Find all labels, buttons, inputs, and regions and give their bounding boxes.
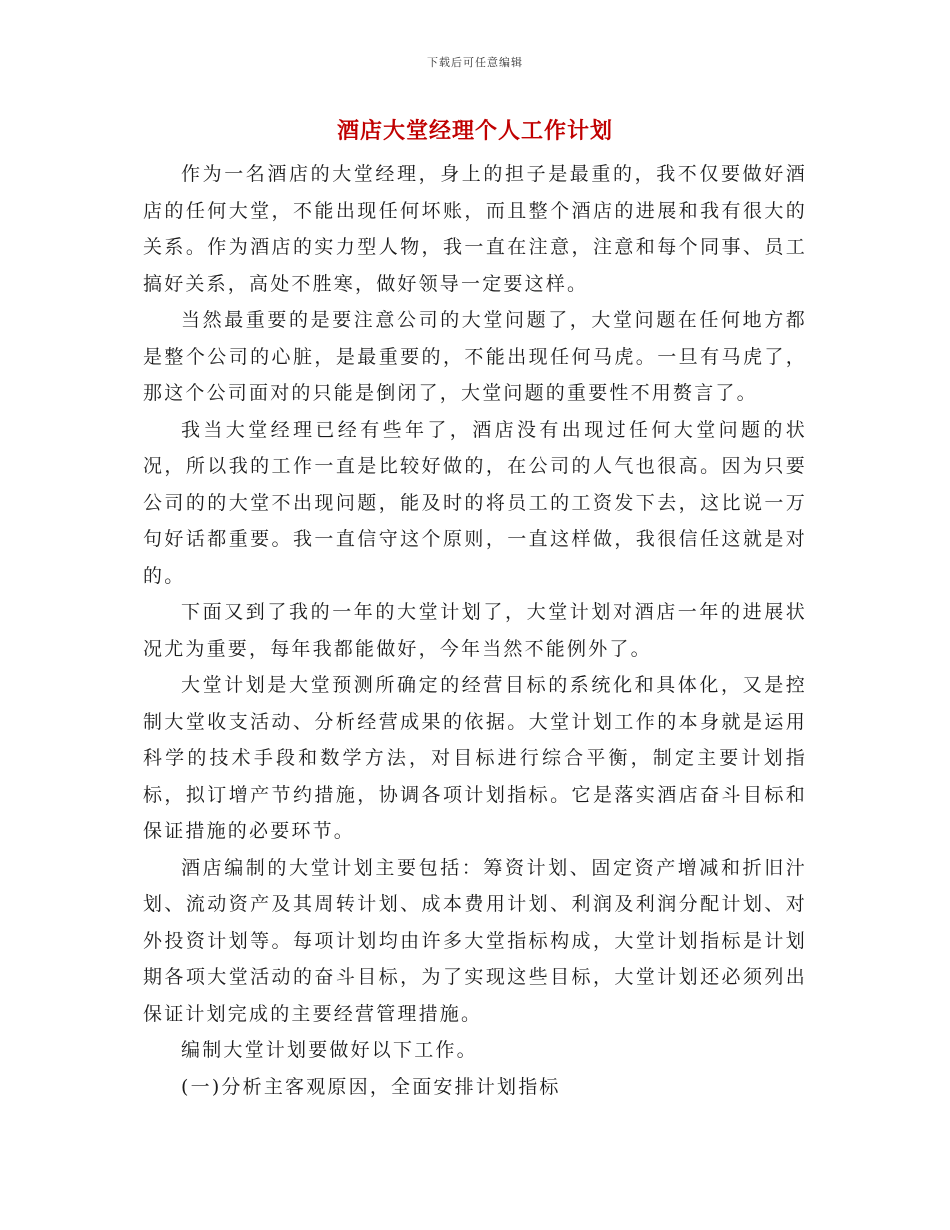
paragraph-1: 作为一名酒店的大堂经理，身上的担子是最重的，我不仅要做好酒店的任何大堂，不能出现任何坏账，而且整个酒店的进展和我有很大的关系。作为酒店的实力型人物，我一直在注意，注意和每个同事、员工搞好关系，高处不胜寒，做好领导一定要这样。: [143, 163, 807, 295]
paragraph-6: 酒店编制的大堂计划主要包括：筹资计划、固定资产增减和折旧汁划、流动资产及其周转计划、成本费用计划、利润及利润分配计划、对外投资计划等。每项计划均由许多大堂指标构成，大堂计划指标是计划期各项大堂活动的奋斗目标，为了实现这些目标，大堂计划还必须列出保证计划完成的主要经营管理措施。: [143, 856, 807, 1025]
paragraph-5: 大堂计划是大堂预测所确定的经营目标的系统化和具体化，又是控制大堂收支活动、分析经营成果的依据。大堂计划工作的本身就是运用科学的技术手段和数学方法，对目标进行综合平衡，制定主要计划指标，拟订增产节约措施，协调各项计划指标。它是落实酒店奋斗目标和保证措施的必要环节。: [143, 674, 807, 842]
paragraph-2: 当然最重要的是要注意公司的大堂问题了，大堂问题在任何地方都是整个公司的心脏，是最重要的，不能出现任何马虎。一旦有马虎了，那这个公司面对的只能是倒闭了，大堂问题的重要性不用赘言了。: [143, 309, 807, 404]
document-title: 酒店大堂经理个人工作计划: [336, 118, 613, 144]
page-header-note: 下载后可任意编辑: [427, 56, 523, 69]
document-body: [143, 156, 807, 1105]
paragraph-7: 编制大堂计划要做好以下工作。: [181, 1039, 478, 1061]
paragraph-4: 下面又到了我的一年的大堂计划了，大堂计划对酒店一年的进展状况尤为重要，每年我都能做好，今年当然不能例外了。: [143, 601, 807, 660]
paragraph-3: 我当大堂经理已经有些年了，酒店没有出现过任何大堂问题的状况，所以我的工作一直是比较好做的，在公司的人气也很高。因为只要公司的的大堂不出现问题，能及时的将员工的工资发下去，这比说一万句好话都重要。我一直信守这个原则，一直这样做，我很信任这就是对的。: [143, 418, 807, 587]
paragraph-8: (一)分析主客观原因，全面安排计划指标: [181, 1075, 561, 1098]
